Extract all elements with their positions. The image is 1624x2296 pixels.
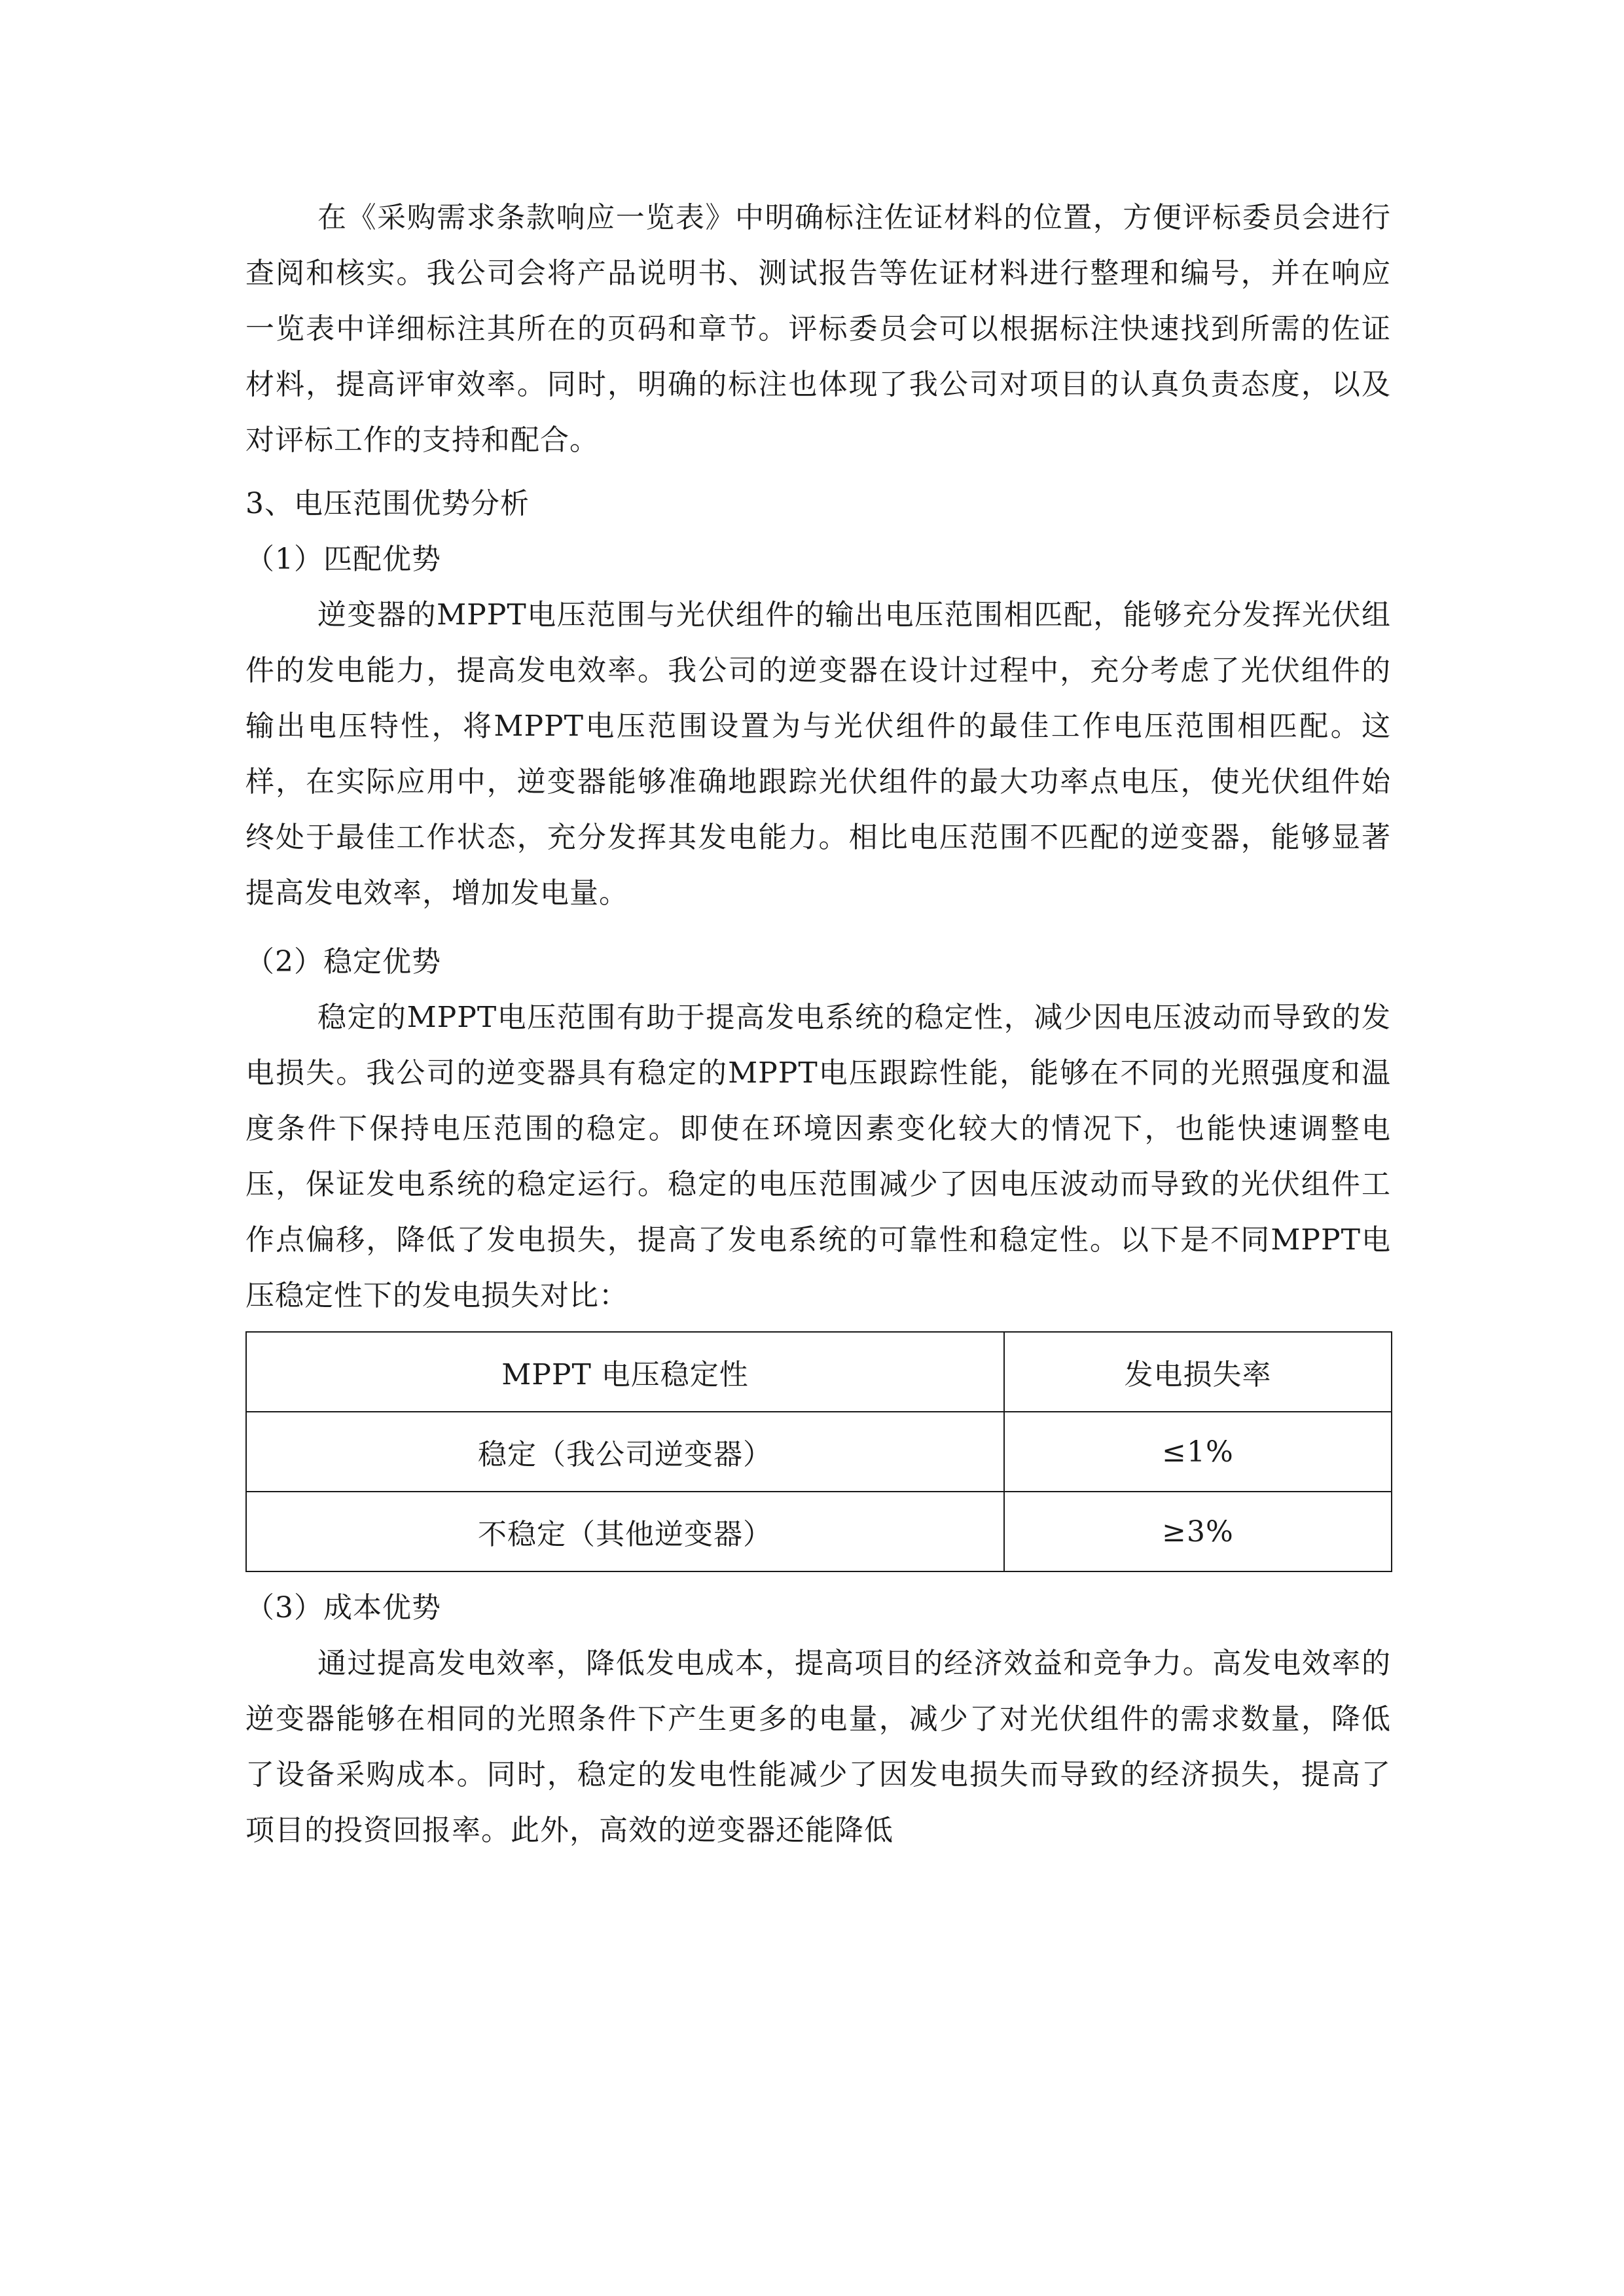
page-content	[245, 190, 1391, 1858]
table-row	[246, 1412, 1392, 1492]
subheading-cost-advantage: （3）成本优势	[245, 1591, 441, 1624]
subheading-match-advantage: （1）匹配优势	[245, 543, 441, 576]
subheading-stability-advantage: （2）稳定优势	[245, 945, 441, 978]
table-cell: 不稳定（其他逆变器）	[246, 1492, 1004, 1571]
table-cell: ≥3%	[1004, 1492, 1392, 1571]
section-heading-voltage-range: 3、电压范围优势分析	[245, 487, 530, 520]
table-row	[246, 1492, 1392, 1571]
power-loss-comparison-table	[245, 1331, 1392, 1572]
table-cell: ≤1%	[1004, 1412, 1392, 1492]
table-header-cell: MPPT 电压稳定性	[246, 1332, 1004, 1412]
table-cell: 稳定（我公司逆变器）	[246, 1412, 1004, 1492]
cost-advantage-paragraph: 通过提高发电效率，降低发电成本，提高项目的经济效益和竞争力。高发电效率的逆变器能够在相同的光照条件下产生更多的电量，减少了对光伏组件的需求数量，降低了设备采购成本。同时，稳定的发电性能减少了因发电损失而导致的经济损失，提高了项目的投资回报率。此外，高效的逆变器还能降低	[245, 1647, 1391, 1847]
table-header-cell: 发电损失率	[1004, 1332, 1392, 1412]
match-advantage-paragraph: 逆变器的MPPT电压范围与光伏组件的输出电压范围相匹配，能够充分发挥光伏组件的发电能力，提高发电效率。我公司的逆变器在设计过程中，充分考虑了光伏组件的输出电压特性，将MPPT电压范围设置为与光伏组件的最佳工作电压范围相匹配。这样，在实际应用中，逆变器能够准确地跟踪光伏组件的最大功率点电压，使光伏组件始终处于最佳工作状态，充分发挥其发电能力。相比电压范围不匹配的逆变器，能够显著提高发电效率，增加发电量。	[245, 598, 1391, 910]
stability-advantage-paragraph: 稳定的MPPT电压范围有助于提高发电系统的稳定性，减少因电压波动而导致的发电损失。我公司的逆变器具有稳定的MPPT电压跟踪性能，能够在不同的光照强度和温度条件下保持电压范围的稳定。即使在环境因素变化较大的情况下，也能快速调整电压，保证发电系统的稳定运行。稳定的电压范围减少了因电压波动而导致的光伏组件工作点偏移，降低了发电损失，提高了发电系统的可靠性和稳定性。以下是不同MPPT电压稳定性下的发电损失对比：	[245, 1001, 1391, 1312]
table-header-row	[246, 1332, 1392, 1412]
intro-paragraph: 在《采购需求条款响应一览表》中明确标注佐证材料的位置，方便评标委员会进行查阅和核实。我公司会将产品说明书、测试报告等佐证材料进行整理和编号，并在响应一览表中详细标注其所在的页码和章节。评标委员会可以根据标注快速找到所需的佐证材料，提高评审效率。同时，明确的标注也体现了我公司对项目的认真负责态度，以及对评标工作的支持和配合。	[245, 201, 1391, 457]
